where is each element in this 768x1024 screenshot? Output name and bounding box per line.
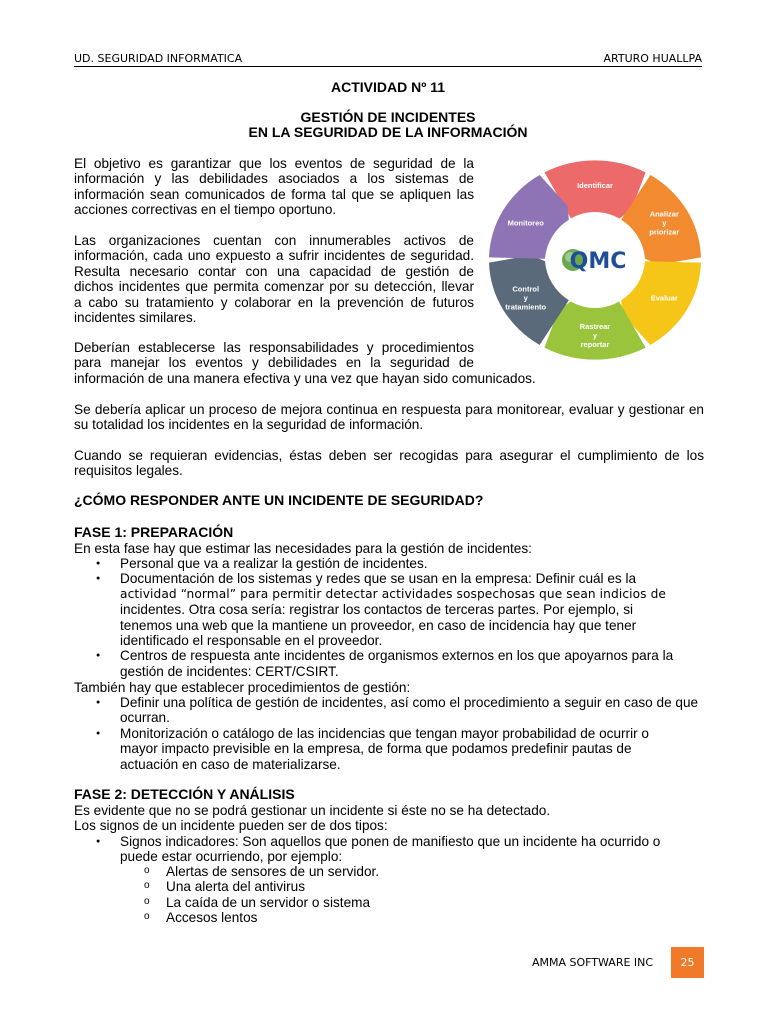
footer-company: AMMA SOFTWARE INC xyxy=(532,956,654,969)
fase1-bullet-list xyxy=(74,556,704,679)
header-author: ARTURO HUALLPA xyxy=(603,52,702,65)
text-line: información, cada uno expuesto a sufrir incidentes de seguridad. xyxy=(74,248,474,264)
fase2-line-2: Los signos de un incidente pueden ser de dos tipos: xyxy=(74,818,388,833)
response-heading: ¿CÓMO RESPONDER ANTE UN INCIDENTE DE SEGURIDAD? xyxy=(74,492,484,508)
text-line: actividad “normal” para permitir detectar actividades sospechosas que sean indicios de xyxy=(120,586,667,601)
text-line: información de una manera efectiva y una vez que hayan sido comunicados. xyxy=(74,370,536,386)
cycle-segment-label: Control y tratamiento xyxy=(505,284,547,312)
fase1-bullet-list-2 xyxy=(74,695,704,772)
document-title-line-2: EN LA SEGURIDAD DE LA INFORMACIÓN xyxy=(248,124,528,140)
text-line: ● Documentación de los sistemas y redes que se usan en la empresa: Definir cuál es la xyxy=(120,571,637,587)
page-header xyxy=(74,53,702,67)
list-item: ● Centros de respuesta ante incidentes de organismos externos en los que apoyarnos para la gestión de incidentes: CERT/CSIRT. xyxy=(74,648,704,679)
fase1-intro2: También hay que establecer procedimientos de gestión: xyxy=(74,680,411,695)
fase1-heading: FASE 1: PREPARACIÓN xyxy=(74,524,234,540)
cycle-segment-label: Evaluar xyxy=(650,293,678,303)
text-line: El objetivo es garantizar que los eventos de seguridad de la xyxy=(74,156,474,171)
cycle-segment-label: Monitoreo xyxy=(507,218,544,228)
page-number: 25 xyxy=(671,947,704,978)
cycle-segment-label: Analizar y priorizar xyxy=(649,209,680,237)
text-line: información sean comunicados de forma tal que se apliquen las xyxy=(74,186,474,202)
fase1-intro: En esta fase hay que estimar las necesidades para la gestión de incidentes: xyxy=(74,541,532,556)
text-line: Las organizaciones cuentan con innumerables activos de xyxy=(74,233,474,248)
fase2-bullet-list xyxy=(74,834,704,865)
text-line: dichos incidentes que permita comenzar por su detección, llevar xyxy=(74,279,474,295)
list-item: ● Personal que va a realizar la gestión de incidentes. xyxy=(74,556,704,571)
incident-cycle-diagram xyxy=(485,160,705,360)
text-line: incidentes similares. xyxy=(74,310,197,326)
text-line: acciones correctivas en el tiempo oportuno. xyxy=(74,202,337,218)
fase2-heading: FASE 2: DETECCIÓN Y ANÁLISIS xyxy=(74,786,295,802)
list-item xyxy=(74,571,704,648)
list-item: o Alertas de sensores de un servidor. xyxy=(74,864,379,879)
list-item: ● Definir una política de gestión de incidentes, así como el procedimiento a seguir en caso de que ocurran. xyxy=(74,695,704,726)
document-title-line-1: GESTIÓN DE INCIDENTES xyxy=(300,109,476,125)
cycle-segment-label: Identificar xyxy=(577,180,613,190)
list-item: ● Monitorización o catálogo de las incidencias que tengan mayor probabilidad de ocurrir o mayor impacto previsible en la empresa, de forma que podamos predefinir pautas de actuación en caso de materializarse. xyxy=(74,726,704,772)
intro-paragraph-4: Se debería aplicar un proceso de mejora continua en respuesta para monitorear, evaluar y gestionar en su totalidad los incidentes en la seguridad de información. xyxy=(74,402,704,433)
text-line: a cabo su tratamiento y colaborar en la prevención de futuros xyxy=(74,294,474,310)
text-line: información y las debilidades asociados a los sistemas de xyxy=(74,171,474,187)
list-item: o La caída de un servidor o sistema xyxy=(74,895,379,910)
text-line: Deberían establecerse las responsabilidades y procedimientos xyxy=(74,340,474,355)
cycle-segment-label: Rastrear y reportar xyxy=(579,322,611,350)
fase2-sub-list xyxy=(74,864,379,926)
header-course: UD. SEGURIDAD INFORMATICA xyxy=(74,52,243,65)
text-line: Resulta necesario contar con una capacidad de gestión de xyxy=(74,263,474,279)
intro-paragraph-2 xyxy=(74,233,474,325)
activity-title: ACTIVIDAD Nº 11 xyxy=(330,79,446,95)
text-line: para manejar los eventos y debilidades en la seguridad de xyxy=(74,355,474,371)
text-line: incidentes. Otra cosa sería: registrar los contactos de terceras partes. Por ejemplo, si tenemos una web que la mantiene un proveedor, en caso de incidencia hay que tener identificado el responsable en el proveedor. xyxy=(120,602,637,649)
intro-paragraph-1 xyxy=(74,156,474,218)
intro-paragraph-5: Cuando se requieran evidencias, éstas deben ser recogidas para asegurar el cumplimiento de los requisitos legales. xyxy=(74,448,704,479)
list-item: ● Signos indicadores: Son aquellos que ponen de manifiesto que un incidente ha ocurrido o puede estar ocurriendo, por ejemplo: xyxy=(74,834,704,865)
fase2-line-1: Es evidente que no se podrá gestionar un incidente si éste no se ha detectado. xyxy=(74,803,551,818)
cycle-svg xyxy=(485,160,705,360)
list-item: o Accesos lentos xyxy=(74,910,379,925)
qmc-logo xyxy=(562,249,626,274)
logo-text: QMC xyxy=(569,249,627,274)
list-item: o Una alerta del antivirus xyxy=(74,879,379,894)
